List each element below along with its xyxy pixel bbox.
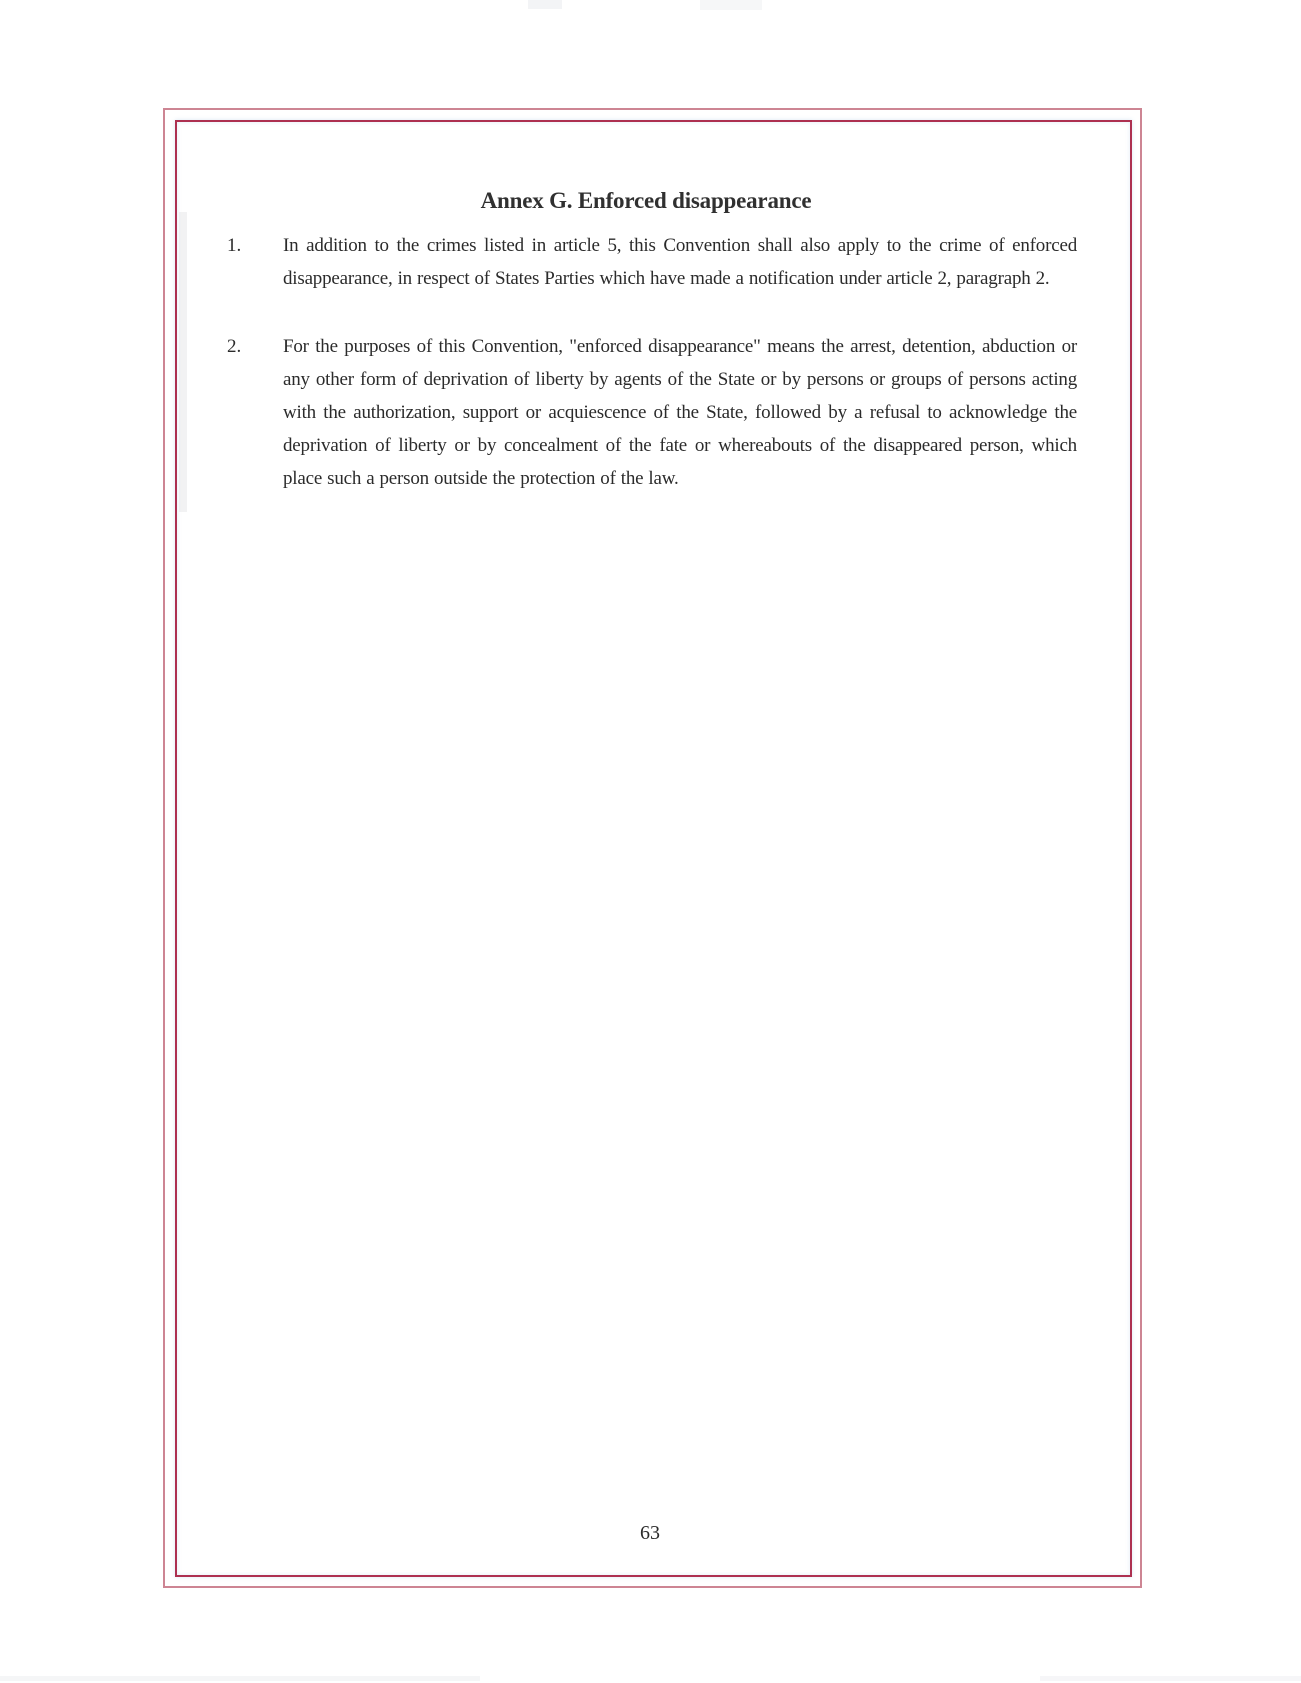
page-number: 63 xyxy=(640,1522,660,1544)
scan-smudge xyxy=(700,0,762,10)
paragraph-text: For the purposes of this Convention, "enforced disappearance" means the arrest, detention, abduction or any other form of deprivation of liberty by agents of the State or by persons or groups of persons acting with the authorization, support or acquiescence of the State, followed by a refusal to acknowledge the deprivation of liberty or by concealment of the fate or whereabouts of the disappeared person, which place such a person outside the protection of the law. xyxy=(283,336,1077,489)
paragraph-text: In addition to the crimes listed in article 5, this Convention shall also apply to the crime of enforced disappearance, in respect of States Parties which have made a notification under article 2, paragraph 2. xyxy=(283,235,1077,289)
paragraph-number: 2. xyxy=(227,336,242,357)
scan-smudge xyxy=(528,0,562,9)
document-title: Annex G. Enforced disappearance xyxy=(480,188,812,213)
scan-smudge xyxy=(0,1676,480,1681)
scan-smudge xyxy=(1040,1676,1301,1681)
paragraph-number: 1. xyxy=(227,235,242,256)
